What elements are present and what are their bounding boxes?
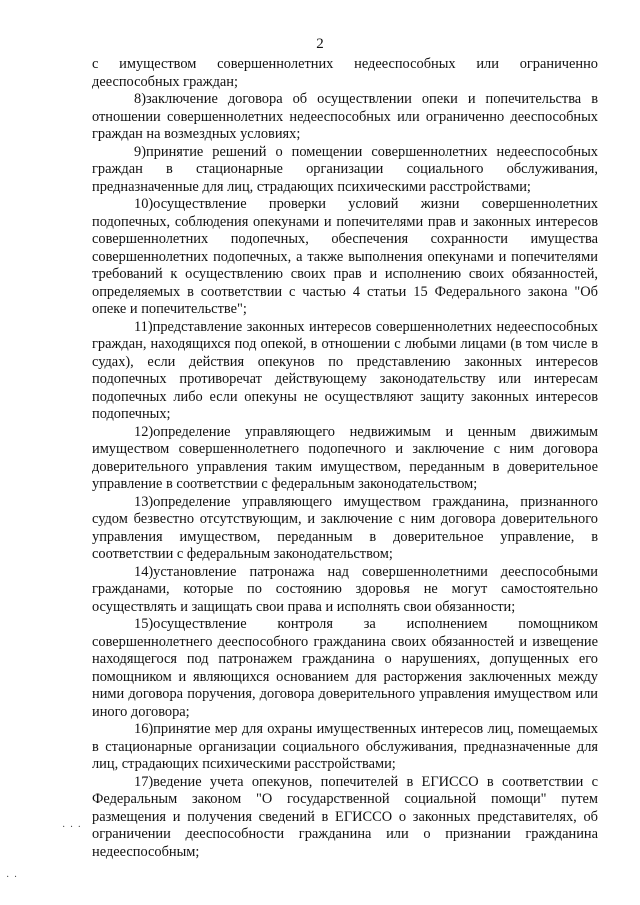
document-body bbox=[92, 56, 598, 861]
paragraph-item-8: 8)заключение договора об осуществлении опеки и попечительства в отношении совершеннолетних недееспособных или ограниченно дееспособных граждан на возмездных условиях; bbox=[92, 91, 598, 142]
paragraph-item-15: 15)осуществление контроля за исполнением помощником совершеннолетнего дееспособного гражданина своих обязанностей и извещение находящегося под патронажем гражданина о нарушениях, допущенных его помощником и являющихся основанием для расторжения заключенных между ними договора поручения, договора доверительного управления имуществом или иного договора; bbox=[92, 616, 598, 720]
paragraph-item-11: 11)представление законных интересов совершеннолетних недееспособных граждан, находящихся под опекой, в отношении с любыми лицами (в том числе в судах), если действия опекунов по представлению законных интересов подопечных противоречат действующему законодательству или интересам подопечных либо если опекуны не осуществляют защиту законных интересов подопечных; bbox=[92, 318, 598, 422]
paragraph-item-16: 16)принятие мер для охраны имущественных интересов лиц, помещаемых в стационарные организации социального обслуживания, предназначенные для лиц, страдающих психическими расстройствами; bbox=[92, 721, 598, 772]
paragraph-item-17: 17)ведение учета опекунов, попечителей в ЕГИССО в соответствии с Федеральным законом "О государственной социальной помощи" путем размещения и получения сведений в ЕГИССО о законных представителях, об ограничении дееспособности гражданина или о признании гражданина недееспособным; bbox=[92, 773, 598, 860]
paragraph-item-13: 13)определение управляющего имуществом гражданина, признанного судом безвестно отсутствующим, и заключение с ним договора доверительного управления имуществом, переданным в доверительное управление, в соответствии с федеральным законодательством; bbox=[92, 493, 598, 562]
margin-mark: · · · bbox=[62, 822, 82, 833]
page-number: 2 bbox=[316, 36, 324, 52]
paragraph-item-10: 10)осуществление проверки условий жизни совершеннолетних подопечных, соблюдения опекунами и попечителями прав и законных интересов совершеннолетних подопечных, обеспечения сохранности имущества совершеннолетних подопечных, а также выполнения опекунами и попечителями требований к осуществлению своих прав и исполнению своих обязанностей, определяемых в соответствии с частью 4 статьи 15 Федерального закона "Об опеке и попечительстве"; bbox=[92, 196, 598, 317]
paragraph-item-14: 14)установление патронажа над совершеннолетними дееспособными гражданами, которые по состоянию здоровья не могут самостоятельно осуществлять и защищать свои права и исполнять свои обязанности; bbox=[92, 563, 598, 615]
margin-mark: · · bbox=[6, 872, 19, 883]
paragraph-item-12: 12)определение управляющего недвижимым и ценным движимым имуществом совершеннолетнего подопечного и заключение с ним договора доверительного управления таким имуществом, переданным в доверительное управление в соответствии с федеральным законодательством; bbox=[92, 423, 598, 492]
paragraph-item-9: 9)принятие решений о помещении совершеннолетних недееспособных граждан в стационарные организации социального обслуживания, предназначенные для лиц, страдающих психическими расстройствами; bbox=[92, 143, 598, 195]
paragraph-continuation: с имуществом совершеннолетних недееспособных или ограниченно дееспособных граждан; bbox=[92, 56, 598, 90]
